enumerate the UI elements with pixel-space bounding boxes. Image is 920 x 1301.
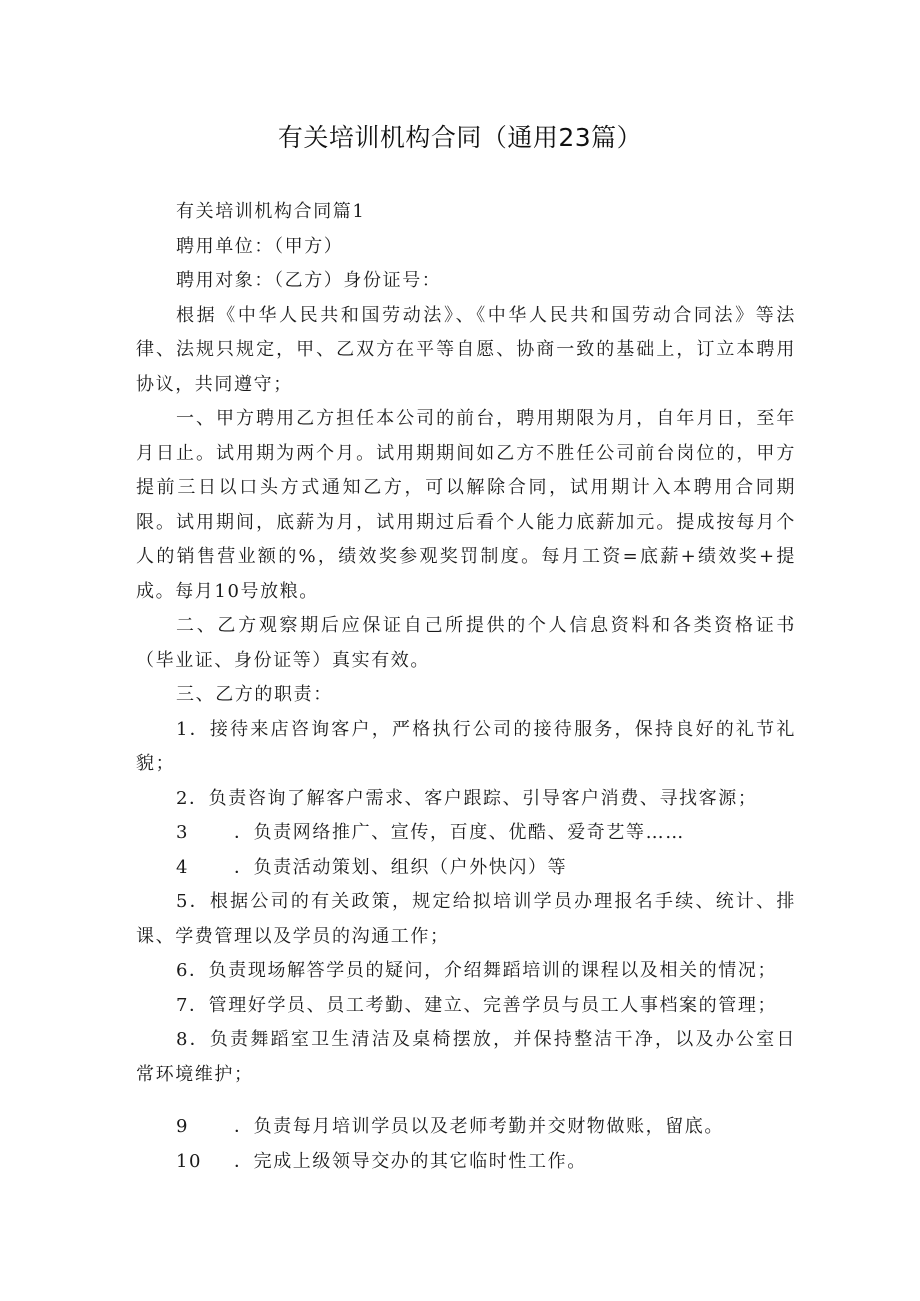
clause-one: 一、甲方聘用乙方担任本公司的前台，聘用期限为月，自年月日，至年月日止。试用期为两个月。试用期期间如乙方不胜任公司前台岗位的，甲方提前三日以口头方式通知乙方，可以解除合同，试用期计入本聘用合同期限。试用期间，底薪为月，试用期过后看个人能力底薪加元。提成按每月个人的销售营业额的%，绩效奖参观奖罚制度。每月工资=底薪+绩效奖+提成。每月10号放粮。 [136, 408, 796, 602]
employer-line: 聘用单位：（甲方） [176, 235, 344, 257]
paragraph-gap [136, 1092, 796, 1110]
duty-item-1: 1．接待来店咨询客户，严格执行公司的接待服务，保持良好的礼节礼貌； [136, 718, 796, 774]
duty-item-3-number: 3 [176, 822, 190, 843]
duty-item-4-number: 4 [176, 856, 190, 878]
duty-item-10-number: 10 [176, 1150, 203, 1172]
document-title: 有关培训机构合同（通用23篇） [277, 123, 643, 152]
duty-item-8: 8．负责舞蹈室卫生清洁及桌椅摆放，并保持整洁干净，以及办公室日常环境维护； [136, 1029, 796, 1085]
section-heading: 有关培训机构合同篇1 [176, 201, 366, 222]
duty-item-5: 5．根据公司的有关政策，规定给拟培训学员办理报名手续、统计、排课、学费管理以及学员的沟通工作； [136, 891, 796, 947]
clause-two: 二、乙方观察期后应保证自己所提供的个人信息资料和各类资格证书（毕业证、身份证等）真实有效。 [136, 615, 796, 671]
duty-item-7: 7．管理好学员、员工考勤、建立、完善学员与员工人事档案的管理； [176, 994, 778, 1016]
duty-item-10-text: ．完成上级领导交办的其它临时性工作。 [234, 1150, 587, 1172]
clause-three-heading: 三、乙方的职责： [176, 684, 333, 705]
duty-item-9-number: 9 [176, 1116, 190, 1137]
duty-item-4-text: ．负责活动策划、组织（户外快闪）等 [234, 856, 568, 878]
duty-item-9 [136, 1110, 796, 1145]
duty-item-4 [136, 851, 796, 886]
duty-item-2: 2．负责咨询了解客户需求、客户跟踪、引导客户消费、寻找客源； [176, 787, 758, 809]
duty-item-9-text: ．负责每月培训学员以及老师考勤并交财物做账，留底。 [234, 1116, 724, 1137]
document-body [136, 195, 796, 1179]
preamble-paragraph: 根据《中华人民共和国劳动法》、《中华人民共和国劳动合同法》等法律、法规只规定，甲、乙双方在平等自愿、协商一致的基础上，订立本聘用协议，共同遵守； [136, 304, 796, 395]
duty-item-3-text: ．负责网络推广、宣传，百度、优酷、爱奇艺等…… [234, 822, 685, 843]
duty-item-3 [136, 816, 796, 851]
duty-item-6: 6．负责现场解答学员的疑问，介绍舞蹈培训的课程以及相关的情况； [176, 960, 778, 981]
employee-line: 聘用对象：（乙方）身份证号： [176, 270, 442, 291]
duty-item-10 [136, 1145, 796, 1180]
